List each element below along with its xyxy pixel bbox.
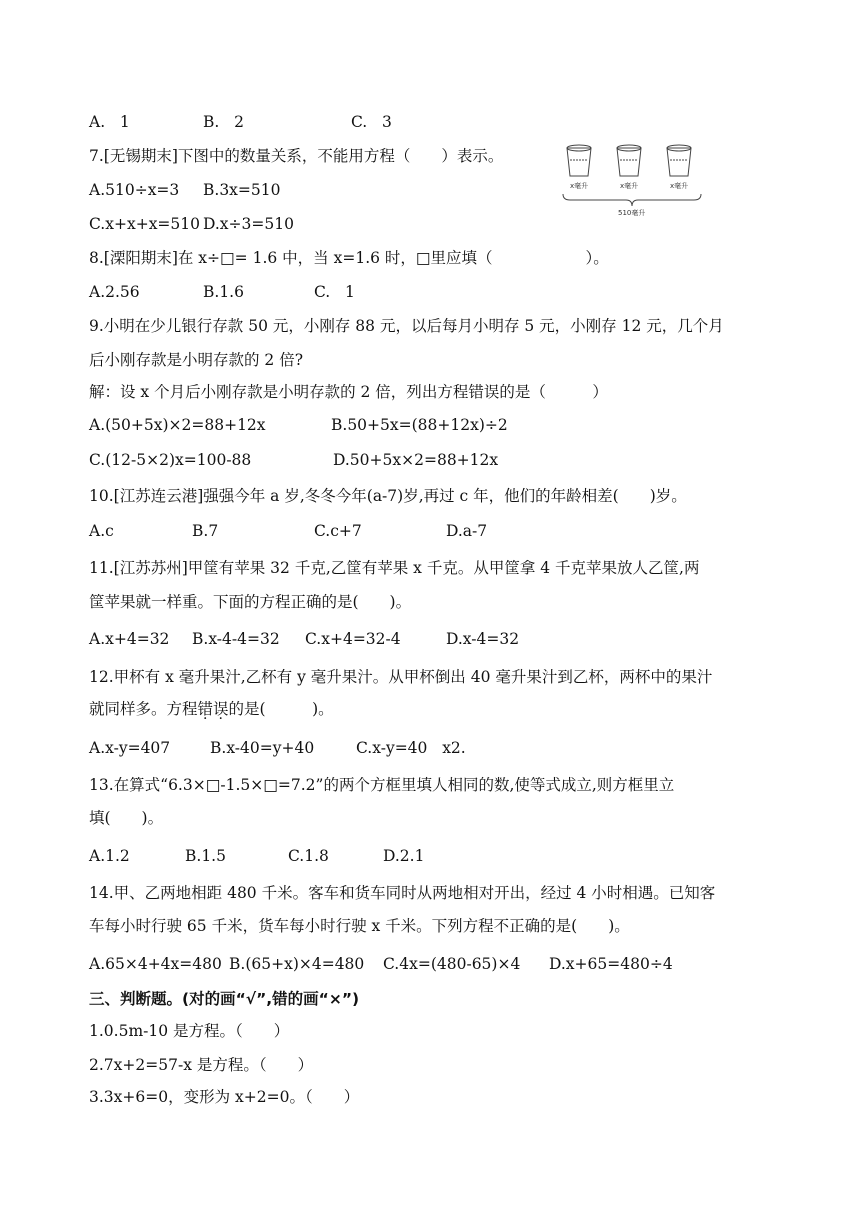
q7-option-c: C.x+x+x=510 [89, 215, 201, 233]
q9-solution: 解：设 x 个月后小刚存款是小明存款的 2 倍，列出方程错误的是（ ） [89, 383, 608, 401]
q13-option-c: C.1.8 [288, 847, 329, 865]
q8-option-c: C. 1 [314, 283, 355, 301]
q9-option-a: A.(50+5x)×2=88+12x [89, 416, 266, 434]
q7-option-d: D.x÷3=510 [203, 215, 294, 233]
cup-2-label: x毫升 [620, 182, 639, 190]
q10-option-c: C.c+7 [314, 522, 362, 540]
q11-stem-line2: 筐苹果就一样重。下面的方程正确的是( )。 [89, 593, 412, 611]
q13-stem-line2: 填( )。 [89, 809, 164, 827]
q14-option-c: C.4x=(480-65)×4 [383, 955, 521, 973]
q13-option-b: B.1.5 [185, 847, 226, 865]
q12-stem-line1: 12.甲杯有 x 毫升果汁,乙杯有 y 毫升果汁。从甲杯倒出 40 毫升果汁到乙杯，两杯中的果汁 [89, 668, 713, 686]
judge-item-2: 2.7x+2=57-x 是方程。（ ） [89, 1056, 314, 1074]
q11-option-b: B.x-4-4=32 [192, 630, 280, 648]
q12-option-c: C.x-y=40 x2. [356, 739, 466, 757]
cup-2 [617, 145, 641, 176]
q10-stem: 10.[江苏连云港]强强今年 a 岁,冬冬今年(a-7)岁,再过 c 年，他们的年龄相差( )岁。 [89, 487, 687, 505]
q10-option-b: B.7 [192, 522, 219, 540]
q14-stem-line2: 车每小时行驶 65 千米，货车每小时行驶 x 千米。下列方程不正确的是( )。 [89, 917, 630, 935]
q12-emph-char-2: 误 [213, 700, 229, 718]
q9-option-d: D.50+5x×2=88+12x [333, 451, 499, 469]
q13-option-a: A.1.2 [89, 847, 130, 865]
q12-option-b: B.x-40=y+40 [210, 739, 315, 757]
q9-stem-line2: 后小刚存款是小明存款的 2 倍? [89, 351, 304, 369]
q14-option-d: D.x+65=480÷4 [549, 955, 673, 973]
q13-option-d: D.2.1 [383, 847, 425, 865]
q7-option-a: A.510÷x=3 [89, 181, 180, 199]
q13-stem-line1: 13.在算式“6.3×□-1.5×□=7.2”的两个方框里填人相同的数,使等式成立,则方框里立 [89, 776, 675, 794]
q12-stem-pre: 就同样多。方程 [89, 700, 198, 718]
q8-stem: 8.[溧阳期末]在 x÷□= 1.6 中，当 x=1.6 时，□里应填（ ）。 [89, 249, 609, 267]
q11-option-d: D.x-4=32 [446, 630, 520, 648]
q9-stem-line1: 9.小明在少儿银行存款 50 元，小刚存 88 元，以后每月小明存 5 元，小刚存 12 元，几个月 [89, 317, 724, 335]
q11-stem-line1: 11.[江苏苏州]甲筐有苹果 32 千克,乙筐有苹果 x 千克。从甲筐拿 4 千克苹果放人乙筐,两 [89, 559, 700, 577]
q6-option-a: A. 1 [89, 113, 130, 131]
q10-option-d: D.a-7 [446, 522, 488, 540]
cup-3-label: x毫升 [670, 182, 689, 190]
total-label: 510毫升 [618, 209, 646, 217]
cup-1 [567, 145, 591, 176]
judge-item-3: 3.3x+6=0，变形为 x+2=0。（ ） [89, 1088, 360, 1106]
q9-option-c: C.(12-5×2)x=100-88 [89, 451, 252, 469]
q7-option-b: B.3x=510 [203, 181, 281, 199]
q11-option-c: C.x+4=32-4 [305, 630, 401, 648]
q10-option-a: A.c [89, 522, 114, 540]
q11-option-a: A.x+4=32 [89, 630, 170, 648]
q12-stem-post: 的是( )。 [228, 700, 334, 718]
q14-option-b: B.(65+x)×4=480 [229, 955, 365, 973]
cups-figure [560, 140, 705, 218]
q6-option-b: B. 2 [203, 113, 244, 131]
q12-stem-line2 [89, 698, 334, 720]
q8-option-a: A.2.56 [89, 283, 140, 301]
q6-option-c: C. 3 [351, 113, 392, 131]
cup-1-label: x毫升 [570, 182, 589, 190]
q7-stem: 7.[无锡期末]下图中的数量关系，不能用方程（ ）表示。 [89, 147, 504, 165]
q12-option-a: A.x-y=407 [89, 739, 171, 757]
q9-option-b: B.50+5x=(88+12x)÷2 [331, 416, 508, 434]
q14-stem-line1: 14.甲、乙两地相距 480 千米。客车和货车同时从两地相对开出，经过 4 小时相遇。已知客 [89, 884, 716, 902]
cup-3 [667, 145, 691, 176]
total-brace [563, 194, 701, 206]
section-3-title: 三、判断题。(对的画“√”,错的画“×”) [89, 990, 360, 1008]
judge-item-1: 1.0.5m-10 是方程。（ ） [89, 1022, 290, 1040]
q14-option-a: A.65×4+4x=480 [89, 955, 222, 973]
q8-option-b: B.1.6 [203, 283, 244, 301]
q12-emph-char-1: 错 [197, 700, 214, 718]
